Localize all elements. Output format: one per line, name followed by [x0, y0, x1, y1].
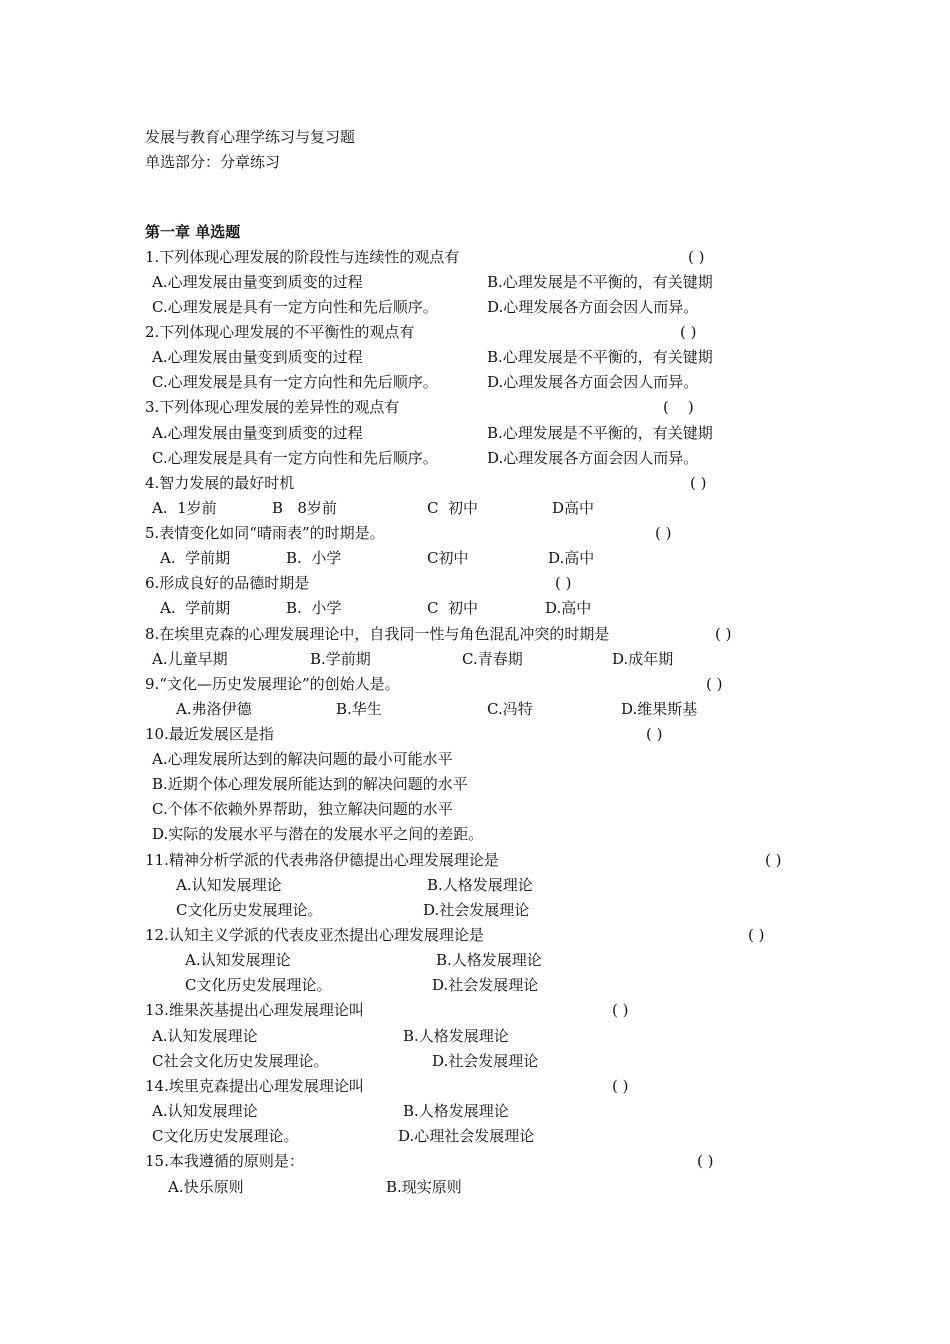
answer-bracket: ( ) — [612, 1077, 629, 1095]
option-c: C文化历史发展理论。 — [176, 901, 323, 919]
answer-bracket: ( ) — [655, 524, 672, 542]
answer-bracket: ( ) — [697, 1152, 714, 1170]
option-b: B.近期个体心理发展所能达到的解决问题的水平 — [152, 775, 468, 793]
question-text: 14.埃里克森提出心理发展理论叫 — [145, 1077, 364, 1095]
option-c: C文化历史发展理论。 — [152, 1127, 299, 1145]
option-d: D.心理发展各方面会因人而异。 — [487, 298, 699, 316]
option-d: D.高中 — [548, 549, 595, 567]
answer-bracket: ( ) — [688, 248, 705, 266]
question-text: 15.本我遵循的原则是： — [145, 1152, 304, 1170]
option-d: D.高中 — [545, 599, 592, 617]
option-a: A.快乐原则 — [168, 1178, 244, 1196]
option-d: D.成年期 — [612, 650, 674, 668]
answer-bracket: ( ) — [612, 1001, 629, 1019]
question-text: 1.下列体现心理发展的阶段性与连续性的观点有 — [145, 248, 460, 266]
answer-bracket: ( ) — [646, 725, 663, 743]
option-d: D.心理发展各方面会因人而异。 — [487, 449, 699, 467]
option-c: C初中 — [427, 549, 469, 567]
answer-bracket: ( ) — [706, 675, 723, 693]
answer-bracket: ( ) — [663, 398, 694, 416]
option-a: A.弗洛伊德 — [176, 700, 252, 718]
option-a: A.心理发展由量变到质变的过程 — [152, 348, 363, 366]
option-b: B.现实原则 — [386, 1178, 462, 1196]
option-a: A.认知发展理论 — [152, 1027, 258, 1045]
option-a: A. 1岁前 — [152, 499, 217, 517]
option-c: C 初中 — [427, 599, 479, 617]
option-b: B.心理发展是不平衡的，有关键期 — [487, 348, 713, 366]
option-c: C.心理发展是具有一定方向性和先后顺序。 — [152, 449, 438, 467]
document-title: 发展与教育心理学练习与复习题 — [145, 128, 356, 146]
question-text: 5.表情变化如同“晴雨表”的时期是。 — [145, 524, 385, 542]
document-subtitle: 单选部分：分章练习 — [145, 153, 281, 171]
option-c: C.青春期 — [462, 650, 523, 668]
option-d: D.社会发展理论 — [432, 976, 539, 994]
option-a: A.心理发展所达到的解决问题的最小可能水平 — [152, 750, 453, 768]
option-c: C.冯特 — [487, 700, 533, 718]
answer-bracket: ( ) — [748, 926, 765, 944]
question-text: 8.在埃里克森的心理发展理论中，自我同一性与角色混乱冲突的时期是 — [145, 625, 610, 643]
question-text: 13.维果茨基提出心理发展理论叫 — [145, 1001, 364, 1019]
chapter-heading: 第一章 单选题 — [145, 223, 241, 241]
option-b: B 8岁前 — [272, 499, 337, 517]
option-c: C社会文化历史发展理论。 — [152, 1052, 329, 1070]
option-b: B.人格发展理论 — [436, 951, 542, 969]
question-text: 12.认知主义学派的代表皮亚杰提出心理发展理论是 — [145, 926, 484, 944]
option-b: B. 小学 — [286, 599, 342, 617]
option-c: C.心理发展是具有一定方向性和先后顺序。 — [152, 298, 438, 316]
option-d: D.心理发展各方面会因人而异。 — [487, 373, 699, 391]
answer-bracket: ( ) — [690, 474, 707, 492]
option-b: B.人格发展理论 — [427, 876, 533, 894]
option-d: D.社会发展理论 — [432, 1052, 539, 1070]
option-b: B.人格发展理论 — [403, 1102, 509, 1120]
question-text: 11.精神分析学派的代表弗洛伊德提出心理发展理论是 — [145, 851, 499, 869]
option-a: A.心理发展由量变到质变的过程 — [152, 273, 363, 291]
answer-bracket: ( ) — [555, 574, 572, 592]
answer-bracket: ( ) — [680, 323, 697, 341]
option-a: A. 学前期 — [160, 549, 231, 567]
option-b: B.心理发展是不平衡的，有关键期 — [487, 273, 713, 291]
option-d: D高中 — [552, 499, 595, 517]
option-b: B.华生 — [336, 700, 382, 718]
question-text: 3.下列体现心理发展的差异性的观点有 — [145, 398, 400, 416]
option-c: C 初中 — [427, 499, 479, 517]
option-d: D.社会发展理论 — [423, 901, 530, 919]
question-text: 2.下列体现心理发展的不平衡性的观点有 — [145, 323, 415, 341]
question-text: 6.形成良好的品德时期是 — [145, 574, 310, 592]
option-b: B.心理发展是不平衡的，有关键期 — [487, 424, 713, 442]
option-a: A. 学前期 — [160, 599, 231, 617]
option-b: B. 小学 — [286, 549, 342, 567]
option-d: D.维果斯基 — [621, 700, 698, 718]
option-b: B.人格发展理论 — [403, 1027, 509, 1045]
option-a: A.儿童早期 — [152, 650, 228, 668]
option-c: C.心理发展是具有一定方向性和先后顺序。 — [152, 373, 438, 391]
option-d: D.实际的发展水平与潜在的发展水平之间的差距。 — [152, 825, 484, 843]
option-d: D.心理社会发展理论 — [398, 1127, 535, 1145]
option-a: A.认知发展理论 — [152, 1102, 258, 1120]
question-text: 10.最近发展区是指 — [145, 725, 274, 743]
option-b: B.学前期 — [310, 650, 371, 668]
option-c: C.个体不依赖外界帮助，独立解决问题的水平 — [152, 800, 453, 818]
option-a: A.认知发展理论 — [185, 951, 291, 969]
question-text: 9.“文化—历史发展理论”的创始人是。 — [145, 675, 400, 693]
option-a: A.心理发展由量变到质变的过程 — [152, 424, 363, 442]
option-a: A.认知发展理论 — [176, 876, 282, 894]
answer-bracket: ( ) — [765, 851, 782, 869]
question-text: 4.智力发展的最好时机 — [145, 474, 295, 492]
answer-bracket: ( ) — [715, 625, 732, 643]
option-c: C文化历史发展理论。 — [185, 976, 332, 994]
